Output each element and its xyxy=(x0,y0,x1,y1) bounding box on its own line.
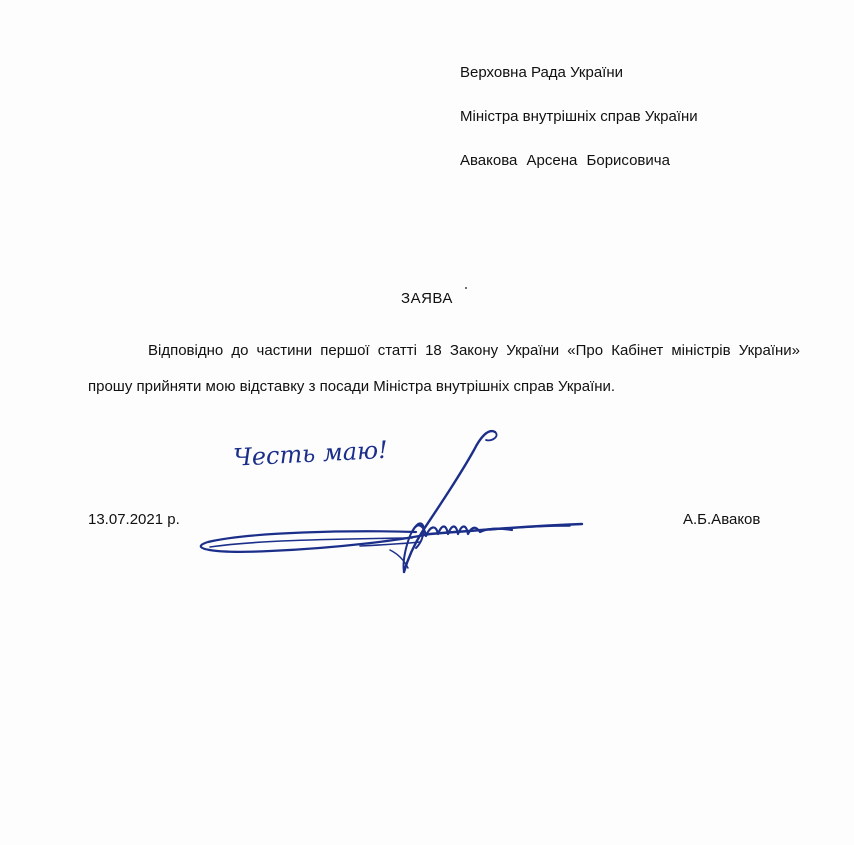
addressee-block xyxy=(460,62,698,194)
addressee-line-name: Авакова Арсена Борисовича xyxy=(460,152,670,169)
document-date: 13.07.2021 р. xyxy=(88,511,180,528)
addressee-line-parliament: Верховна Рада України xyxy=(460,64,624,81)
paper-speck xyxy=(465,287,467,289)
signature xyxy=(190,420,590,590)
addressee-line-position: Міністра внутрішніх справ України xyxy=(460,108,698,125)
signer-name: А.Б.Аваков xyxy=(683,511,761,528)
handwritten-note-text: Честь маю! xyxy=(232,435,389,472)
document-body: Відповідно до частини першої статті 18 Закону України «Про Кабінет міністрів України» прошу прийняти мою відставку з посади Міністра внутрішніх справ України. xyxy=(88,342,800,395)
document-title: ЗАЯВА xyxy=(401,290,453,307)
